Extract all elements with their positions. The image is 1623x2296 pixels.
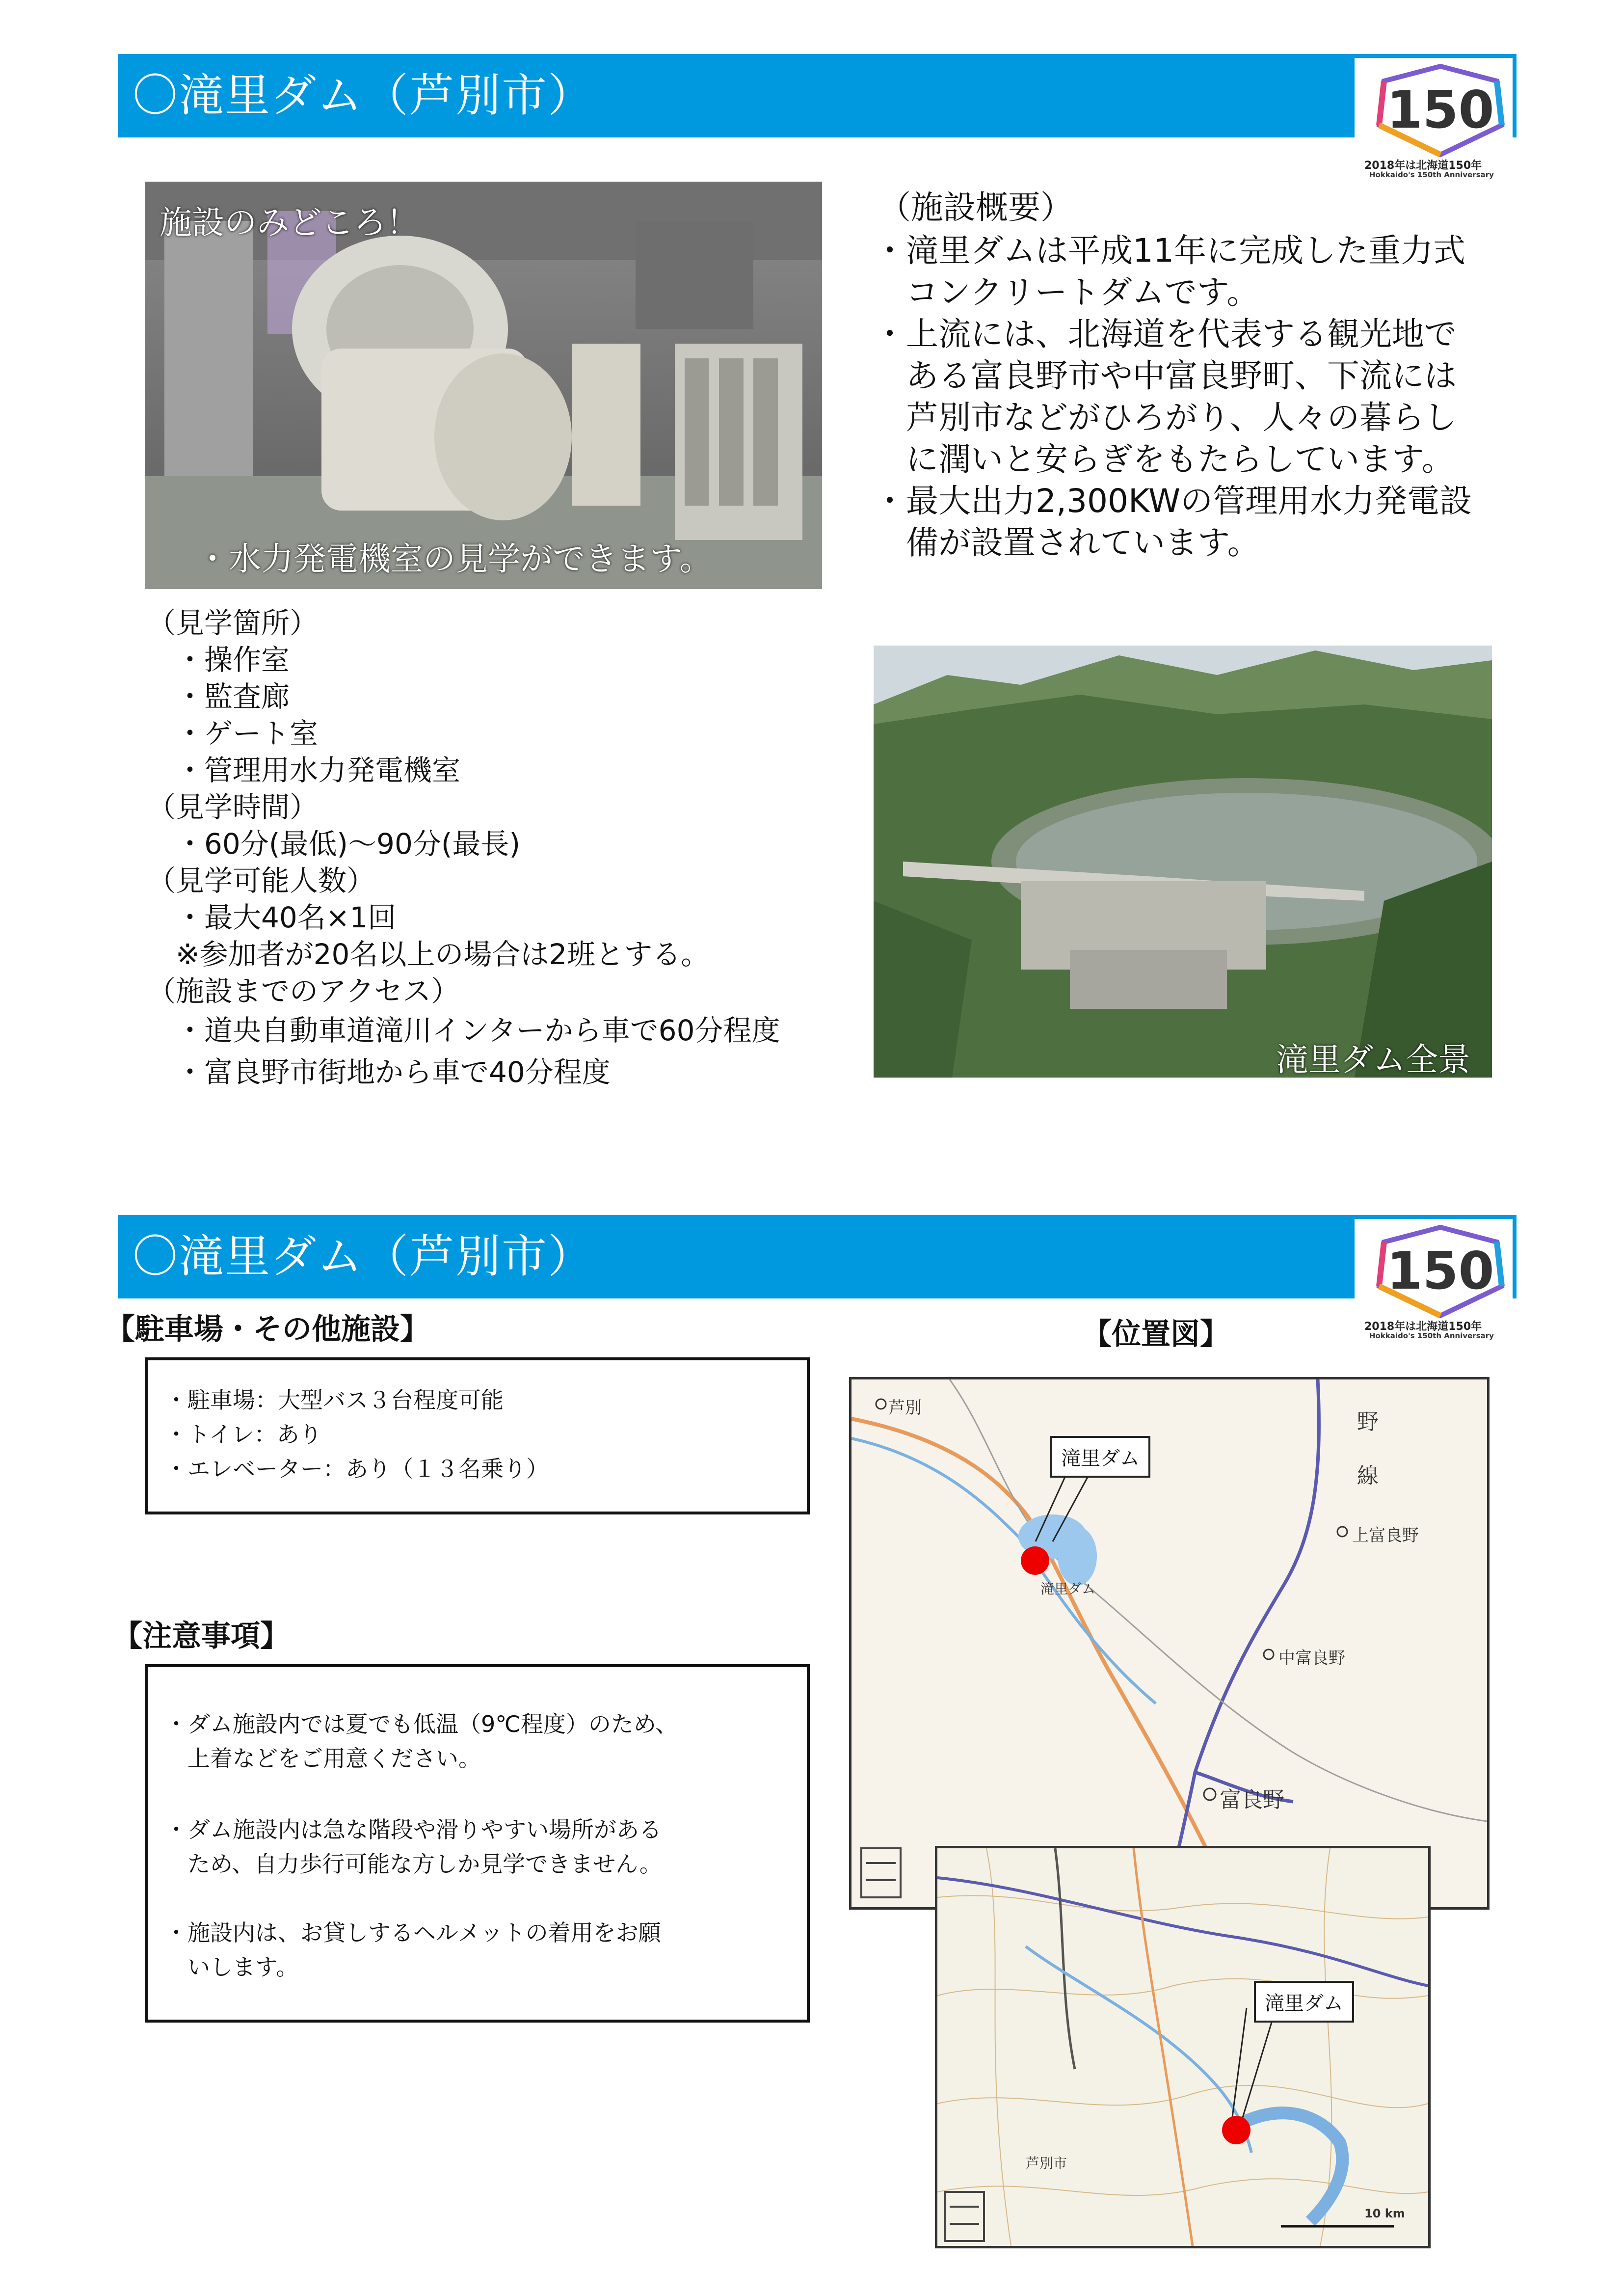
hokkaido-150-logo <box>1359 1217 1521 1345</box>
map-place-label: 線 <box>1357 1463 1379 1488</box>
generator-room-photo <box>145 182 822 589</box>
tour-line: ・監査廊 <box>147 680 290 713</box>
parking-box <box>145 1357 810 1514</box>
parking-heading: 【駐車場・その他施設】 <box>106 1312 429 1347</box>
overview-line: 芦別市などがひろがり、人々の暮らし <box>874 399 1457 436</box>
map-place-label: 芦別 <box>888 1398 922 1418</box>
overview-line: に潤いと安らぎをもたらしています。 <box>874 440 1454 478</box>
parking-line: ・エレベーター：あり（１３名乗り） <box>165 1456 549 1482</box>
caution-line: 上着などをご用意ください。 <box>165 1745 481 1772</box>
overview-line: ・滝里ダムは平成11年に完成した重力式 <box>874 232 1465 270</box>
tour-line: ・60分(最低)～90分(最長) <box>147 827 521 861</box>
photo-top-caption: 施設のみどころ！ <box>160 204 419 242</box>
caution-line: ・ダム施設内では夏でも低温（9℃程度）のため、 <box>165 1711 678 1737</box>
overview-line: ・最大出力2,300KWの管理用水力発電設 <box>874 482 1472 520</box>
svg-text:150: 150 <box>1386 1241 1494 1301</box>
logo-150-icon <box>1369 1222 1512 1321</box>
caution-box <box>145 1664 810 2023</box>
map-place-label: 芦別市 <box>1026 2155 1067 2171</box>
logo-caption-jp: 2018年は北海道150年 <box>1364 160 1482 172</box>
overview-line: ・上流には、北海道を代表する観光地で <box>874 315 1457 353</box>
location-map-detail <box>935 1846 1431 2248</box>
logo-caption-jp: 2018年は北海道150年 <box>1364 1321 1482 1333</box>
tour-line: （見学箇所） <box>147 606 319 640</box>
page1-banner-title: 〇滝里ダム（芦別市） <box>118 54 1355 137</box>
map-heading: 【位置図】 <box>1082 1317 1229 1351</box>
map2-callout: 滝里ダム <box>1254 1981 1354 2023</box>
map-place-label: 中富良野 <box>1278 1648 1345 1668</box>
caution-line: いします。 <box>165 1954 299 1980</box>
map-scale-label: 10 km <box>1364 2207 1405 2220</box>
tour-line: ※参加者が20名以上の場合は2班とする。 <box>147 938 710 971</box>
tour-line: ・最大40名×1回 <box>147 901 397 934</box>
tour-line: （見学可能人数） <box>147 864 375 897</box>
caution-line: ため、自力歩行可能な方しか見学できません。 <box>165 1851 662 1877</box>
hokkaido-150-logo <box>1359 56 1521 184</box>
overview-line: コンクリートダムです。 <box>874 273 1259 311</box>
logo-caption-en: Hokkaido's 150th Anniversary <box>1369 1331 1494 1340</box>
overview-heading: （施設概要） <box>878 189 1073 226</box>
tour-line: ・操作室 <box>147 643 290 676</box>
tour-line: ・管理用水力発電機室 <box>147 754 461 787</box>
tour-line: （施設までのアクセス） <box>147 974 460 1008</box>
caution-line: ・ダム施設内は急な階段や滑りやすい場所がある <box>165 1816 662 1843</box>
location-map-overview <box>849 1377 1490 1910</box>
dam-location-marker-icon <box>1222 2116 1251 2144</box>
dam-panorama-photo <box>874 646 1492 1078</box>
map-place-label: 富良野 <box>1220 1787 1284 1812</box>
tour-line: ・道央自動車道滝川インターから車で60分程度 <box>147 1014 780 1047</box>
caution-line: ・施設内は、お貸しするヘルメットの着用をお願 <box>165 1919 661 1946</box>
overview-line: 備が設置されています。 <box>874 524 1260 562</box>
svg-text:150: 150 <box>1386 80 1494 140</box>
map1-callout: 滝里ダム <box>1050 1436 1150 1478</box>
page2-banner-title: 〇滝里ダム（芦別市） <box>118 1215 1355 1298</box>
tour-line: ・ゲート室 <box>147 717 319 750</box>
map-place-label: 滝里ダム <box>1040 1581 1096 1597</box>
tour-line: ・富良野市街地から車で40分程度 <box>147 1055 611 1089</box>
photo-bottom-caption: ・水力発電機室の見学ができます。 <box>196 540 712 578</box>
logo-150-icon <box>1369 61 1512 160</box>
logo-caption-en: Hokkaido's 150th Anniversary <box>1369 170 1494 179</box>
dam-location-marker-icon <box>1021 1546 1049 1575</box>
dam-photo-caption: 滝里ダム全景 <box>1276 1041 1470 1078</box>
tour-line: （見学時間） <box>147 790 319 824</box>
map-place-label: 野 <box>1357 1409 1379 1434</box>
caution-heading: 【注意事項】 <box>113 1619 290 1653</box>
overview-line: ある富良野市や中富良野町、下流には <box>874 357 1457 395</box>
parking-line: ・トイレ：あり <box>165 1421 322 1448</box>
parking-line: ・駐車場：大型バス３台程度可能 <box>165 1387 504 1413</box>
map-place-label: 上富良野 <box>1352 1526 1419 1545</box>
